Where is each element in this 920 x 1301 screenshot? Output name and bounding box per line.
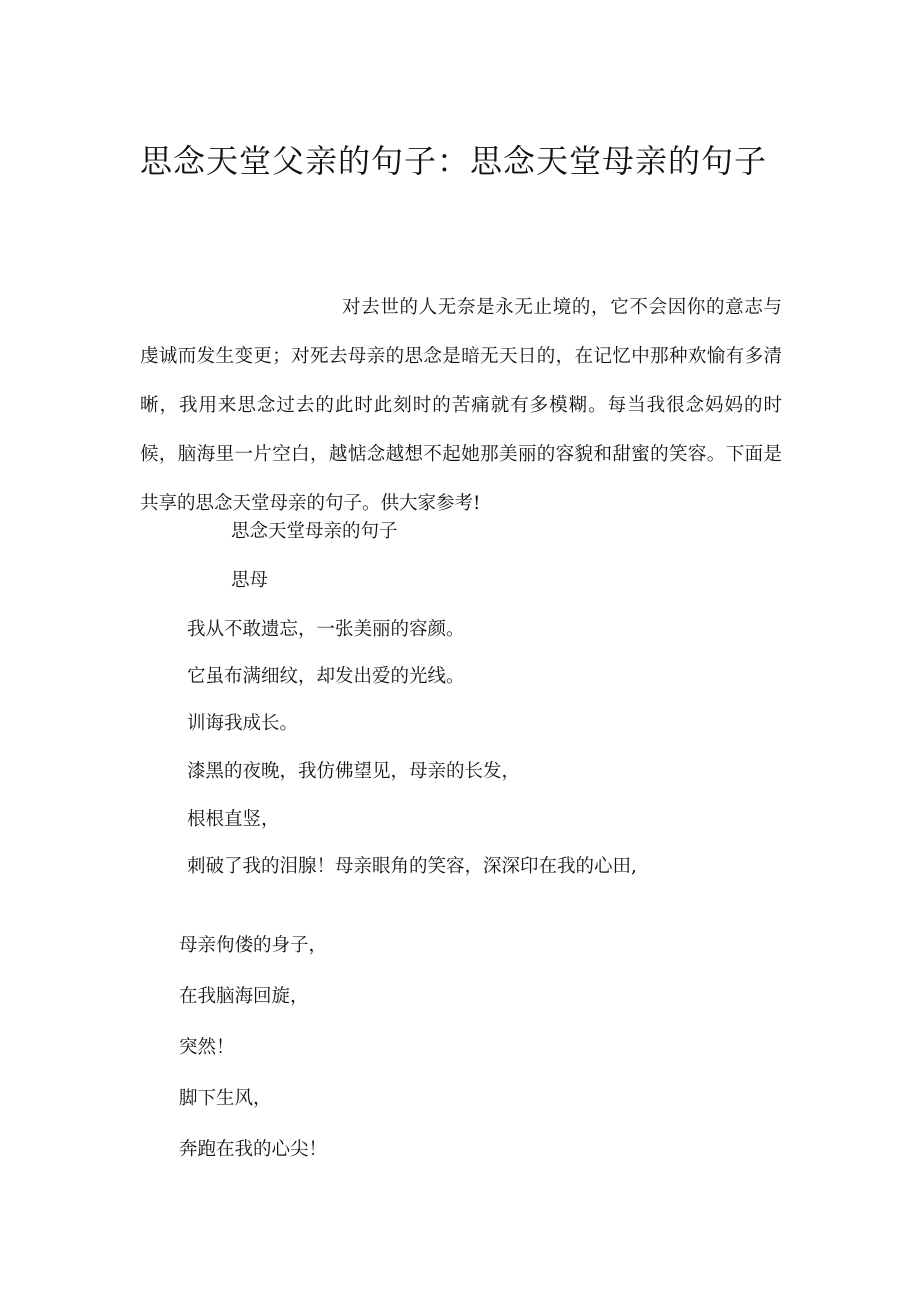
poem-line: 突然！ [179,1037,235,1058]
section-heading: 思念天堂母亲的句子 [231,521,398,542]
poem-line: 在我脑海回旋， [179,986,309,1007]
poem-title: 思母 [231,570,269,591]
poem-line: 刺破了我的泪腺！母亲眼角的笑容，深深印在我的心田, [187,856,637,877]
poem-line: 训诲我成长。 [187,713,299,734]
poem-line: 母亲佝偻的身子， [179,935,328,956]
poem-line: 根根直竖， [187,809,280,830]
poem-line: 它虽布满细纹，却发出爱的光线。 [187,666,465,687]
poem-line: 漆黑的夜晚，我仿佛望见，母亲的长发， [187,761,521,782]
poem-line: 我从不敢遗忘，一张美丽的容颜。 [187,619,465,640]
poem-line: 脚下生风， [179,1088,272,1109]
page-title: 思念天堂父亲的句子：思念天堂母亲的句子 [140,142,768,180]
poem-line: 奔跑在我的心尖！ [179,1139,328,1160]
intro-paragraph: 对去世的人无奈是永无止境的，它不会因你的意志与虔诚而发生变更；对死去母亲的思念是暗无天日的，在记忆中那种欢愉有多清晰，我用来思念过去的此时此刻时的苦痛就有多模糊。每当我很念妈妈的时候，脑海里一片空白，越惦念越想不起她那美丽的容貌和甜蜜的笑容。下面是共享的思念天堂母亲的句子。供大家参考! [140,297,782,514]
